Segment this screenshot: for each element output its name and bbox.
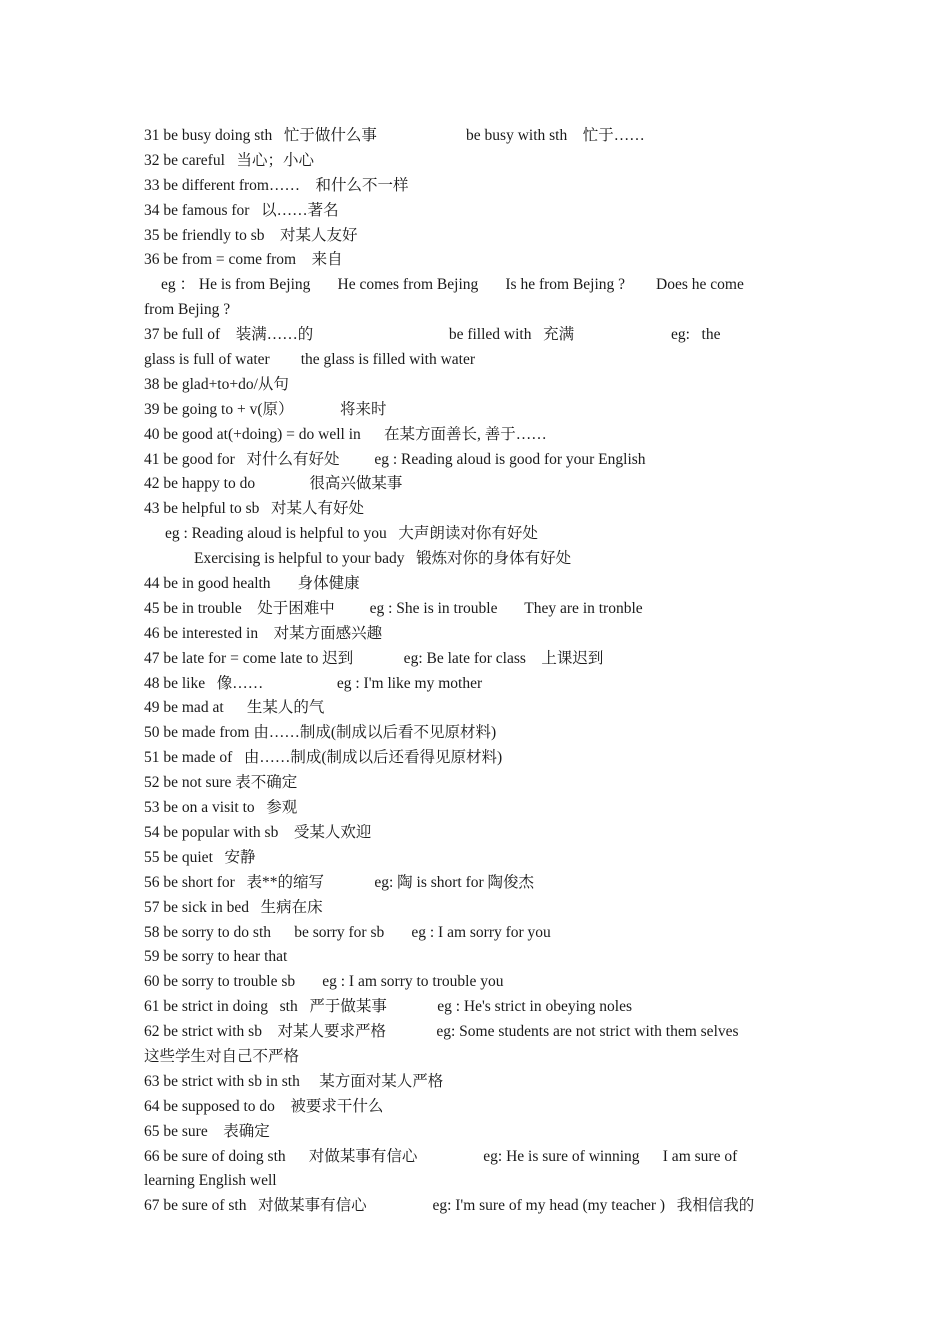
text-line: 54 be popular with sb 受某人欢迎 (144, 823, 372, 841)
text-line: 46 be interested in 对某方面感兴趣 (144, 624, 383, 642)
text-line: 60 be sorry to trouble sb eg : I am sorry to trouble you (144, 973, 504, 991)
text-line: 42 be happy to do 很高兴做某事 (144, 475, 403, 493)
text-line: 62 be strict with sb 对某人要求严格 eg: Some students are not strict with them selves (144, 1023, 739, 1041)
text-line: 66 be sure of doing sth 对做某事有信心 eg: He is sure of winning I am sure of (144, 1147, 738, 1165)
text-line: 41 be good for 对什么有好处 eg : Reading aloud is good for your English (144, 450, 646, 468)
text-line: 63 be strict with sb in sth 某方面对某人严格 (144, 1072, 444, 1090)
text-line: 61 be strict in doing sth 严于做某事 eg : He's strict in obeying noles (144, 998, 632, 1016)
text-line: 33 be different from…… 和什么不一样 (144, 176, 409, 194)
text-line: 49 be mad at 生某人的气 (144, 699, 325, 717)
text-line: 39 be going to + v(原） 将来时 (144, 400, 387, 418)
text-line: 38 be glad+to+do/从句 (144, 375, 289, 393)
text-line: 67 be sure of sth 对做某事有信心 eg: I'm sure of my head (my teacher ) 我相信我的 (144, 1197, 755, 1215)
text-line: 34 be famous for 以……著名 (144, 201, 339, 219)
text-line: eg ： He is from Bejing He comes from Bejing Is he from Bejing ? Does he come (161, 276, 744, 294)
text-line: 55 be quiet 安静 (144, 848, 256, 866)
text-line: Exercising is helpful to your bady 锻炼对你的身体有好处 (194, 550, 572, 568)
text-line: from Bejing ? (144, 301, 231, 319)
text-line: 57 be sick in bed 生病在床 (144, 898, 323, 916)
text-line: 52 be not sure 表不确定 (144, 774, 298, 792)
text-line: 这些学生对自己不严格 (144, 1047, 300, 1065)
text-line: 56 be short for 表**的缩写 eg: 陶 is short for 陶俊杰 (144, 873, 535, 891)
text-line: 51 be made of 由……制成(制成以后还看得见原材料) (144, 749, 503, 767)
text-line: 43 be helpful to sb 对某人有好处 (144, 500, 364, 518)
text-line: 37 be full of 装满……的 be filled with 充满 eg: the (144, 326, 721, 344)
text-line: learning English well (144, 1172, 277, 1190)
text-line: 35 be friendly to sb 对某人友好 (144, 226, 358, 244)
text-line: 44 be in good health 身体健康 (144, 575, 360, 593)
text-line: 64 be supposed to do 被要求干什么 (144, 1097, 384, 1115)
text-line: 45 be in trouble 处于困难中 eg : She is in trouble They are in tronble (144, 599, 643, 617)
text-line: 59 be sorry to hear that (144, 948, 288, 966)
text-line: glass is full of water the glass is filled with water (144, 351, 476, 369)
text-line: eg : Reading aloud is helpful to you 大声朗读对你有好处 (165, 525, 538, 543)
text-line: 47 be late for = come late to 迟到 eg: Be late for class 上课迟到 (144, 649, 604, 667)
text-line: 31 be busy doing sth 忙于做什么事 be busy with sth 忙于…… (144, 127, 645, 144)
text-line: 40 be good at(+doing) = do well in 在某方面善长, 善于…… (144, 425, 547, 443)
text-line: 53 be on a visit to 参观 (144, 799, 298, 817)
text-line: 32 be careful 当心；小心 (144, 151, 315, 169)
text-line: 36 be from = come from 来自 (144, 251, 343, 269)
text-line: 48 be like 像…… eg : I'm like my mother (144, 674, 483, 692)
text-line: 58 be sorry to do sth be sorry for sb eg : I am sorry for you (144, 923, 551, 941)
text-line: 65 be sure 表确定 (144, 1122, 270, 1140)
document-body (144, 124, 807, 1219)
text-line: 50 be made from 由……制成(制成以后看不见原材料) (144, 724, 497, 742)
